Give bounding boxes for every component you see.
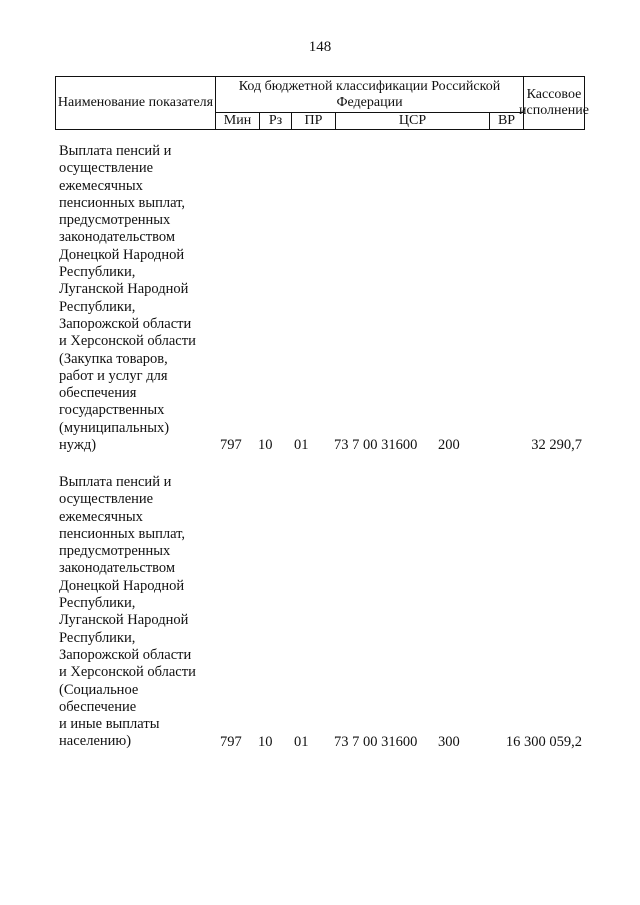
header-csr: ЦСР	[336, 113, 490, 129]
row-min: 797	[220, 734, 242, 750]
header-vr: ВР	[497, 113, 516, 128]
header-min: Мин	[216, 113, 260, 129]
row-pr: 01	[294, 437, 309, 453]
header-rz: Рз	[260, 113, 292, 129]
header-code-title: Код бюджетной классификации Российской Федерации	[216, 77, 523, 113]
row-name: Выплата пенсий и осуществление ежемесячных пенсионных выплат, предусмотренных законодательством Донецкой Народной Республики, Луганской Народной Республики, Запорожской области и Херсонской области (Закупка товаров, работ и услуг для обеспечения государственных (муниципальных) нужд)	[59, 143, 196, 454]
row-min: 797	[220, 437, 242, 453]
row-csr: 73 7 00 31600	[334, 437, 418, 453]
row-vr: 300	[438, 734, 460, 750]
table-row	[0, 474, 640, 764]
row-name: Выплата пенсий и осуществление ежемесячных пенсионных выплат, предусмотренных законодательством Донецкой Народной Республики, Луганской Народной Республики, Запорожской области и Херсонской области (Социальное обеспечение и иные выплаты населению)	[59, 474, 196, 750]
table-header	[55, 76, 589, 130]
row-pr: 01	[294, 734, 309, 750]
header-exec-column: Кассовое исполнение	[523, 77, 584, 129]
row-vr: 200	[438, 437, 460, 453]
row-amount: 32 290,7	[531, 437, 582, 453]
header-pr: ПР	[292, 113, 336, 129]
row-csr: 73 7 00 31600	[334, 734, 418, 750]
row-amount: 16 300 059,2	[505, 734, 582, 750]
header-name-column: Наименование показателя	[56, 77, 216, 129]
page-number: 148	[308, 39, 332, 55]
table-row	[0, 143, 640, 463]
row-rz: 10	[258, 437, 273, 453]
header-code-subcolumns	[216, 113, 523, 129]
header-code-group	[216, 77, 523, 129]
row-rz: 10	[258, 734, 273, 750]
